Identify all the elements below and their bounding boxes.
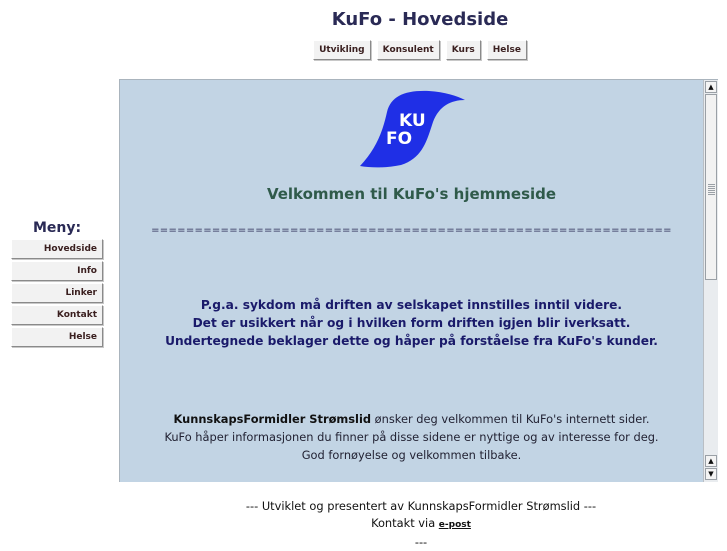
menu-item-hovedside[interactable]: Hovedside <box>11 239 103 259</box>
scroll-up-arrow-icon[interactable]: ▲ <box>705 81 717 93</box>
scroll-up-arrow-icon-lower[interactable]: ▲ <box>705 455 717 467</box>
notice-line-1: P.g.a. sykdom må driften av selskapet innstilles inntil videre. <box>200 298 623 312</box>
menu-item-linker[interactable]: Linker <box>11 283 103 303</box>
contact-prefix: Kontakt via <box>371 516 439 530</box>
nav-button-konsulent[interactable]: Konsulent <box>377 40 440 60</box>
content-frame <box>119 79 718 482</box>
top-navigation <box>0 40 727 60</box>
menu-item-kontakt[interactable]: Kontakt <box>11 305 103 325</box>
email-link[interactable]: e-post <box>438 520 471 530</box>
footer-contact <box>119 515 723 534</box>
intro-text <box>120 410 703 464</box>
nav-button-utvikling[interactable]: Utvikling <box>313 40 371 60</box>
logo-text-fo: FO <box>386 129 413 149</box>
notice-line-3: Undertegnede beklager dette og håper på forståelse fra KuFo's kunder. <box>165 334 658 348</box>
scrollbar-grip <box>708 183 715 195</box>
scrollbar-thumb[interactable] <box>705 94 717 280</box>
side-menu <box>11 220 103 349</box>
page-footer <box>119 498 723 551</box>
footer-tail: --- <box>414 535 428 549</box>
nav-button-kurs[interactable]: Kurs <box>446 40 481 60</box>
notice-line-2: Det er usikkert når og i hvilken form driften igjen blir iverksatt. <box>192 316 631 330</box>
menu-title: Meny: <box>32 220 82 236</box>
kufo-logo <box>357 86 467 168</box>
scroll-down-arrow-icon[interactable]: ▼ <box>705 468 717 480</box>
vertical-scrollbar[interactable] <box>703 80 718 482</box>
welcome-heading: Velkommen til KuFo's hjemmeside <box>266 185 557 203</box>
page-title: KuFo - Hovedside <box>331 9 509 30</box>
footer-credit: --- Utviklet og presentert av KunnskapsFormidler Strømslid --- <box>245 499 597 513</box>
intro-line-3: God fornøyelse og velkommen tilbake. <box>301 448 522 462</box>
menu-item-info[interactable]: Info <box>11 261 103 281</box>
intro-line-2: KuFo håper informasjonen du finner på disse sidene er nyttige og av interesse for deg. <box>164 430 659 444</box>
nav-button-helse[interactable]: Helse <box>487 40 527 60</box>
separator-rule: ============================================================ <box>151 225 672 236</box>
intro-line-1 <box>120 410 703 428</box>
intro-line-1-rest: ønsker deg velkommen til KuFo's internett sider. <box>371 412 650 426</box>
menu-item-helse[interactable]: Helse <box>11 327 103 347</box>
intro-name: KunnskapsFormidler Strømslid <box>173 412 372 426</box>
closure-notice <box>120 296 703 350</box>
logo-text-ku: KU <box>399 111 426 131</box>
